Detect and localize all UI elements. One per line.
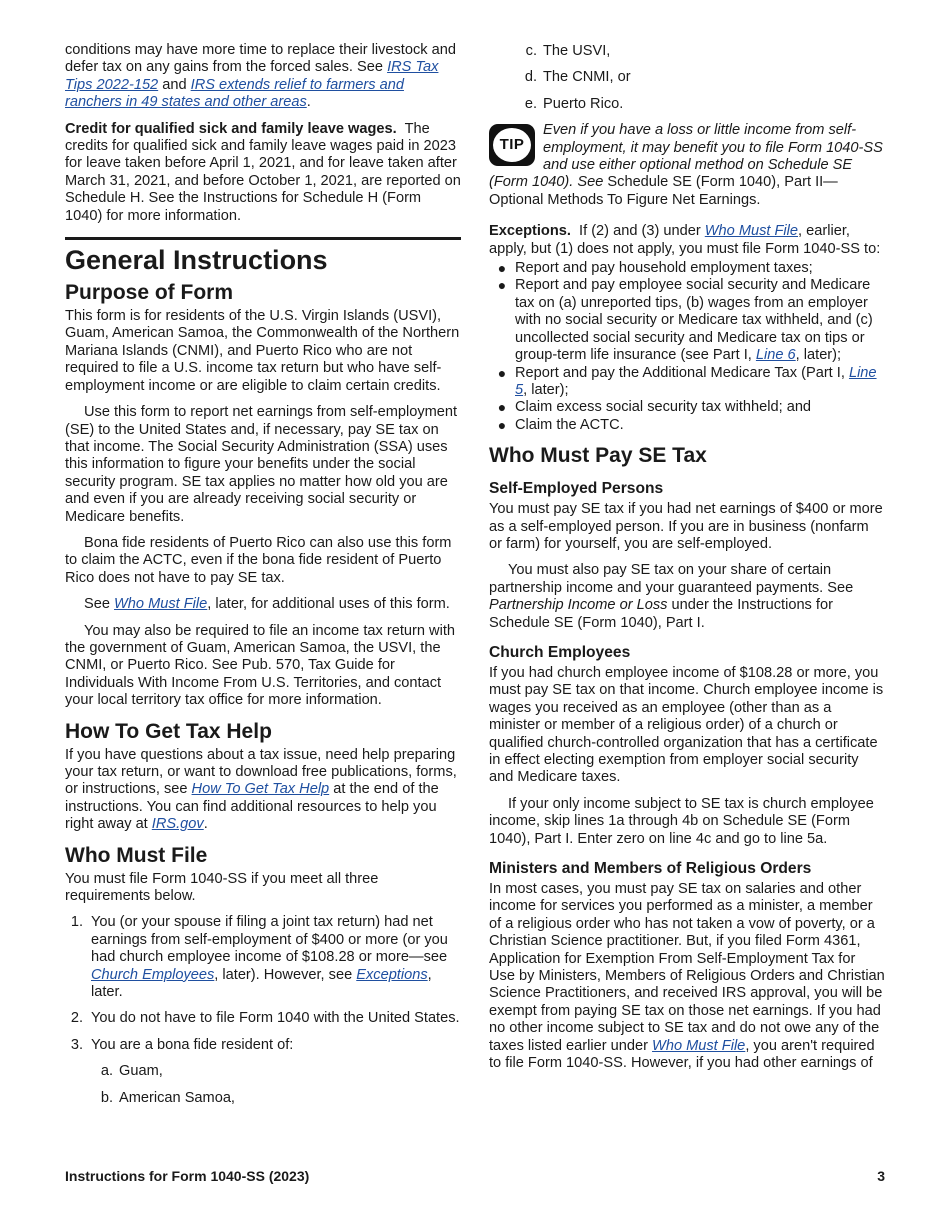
list-item: ● Report and pay the Additional Medicare Tax (Part I, Line 5, later); — [489, 365, 885, 400]
bullet-icon: ● — [497, 416, 507, 433]
list-item: e. Puerto Rico. — [524, 95, 624, 112]
territory-list — [82, 1063, 461, 1107]
who-must-file-link[interactable]: Who Must File — [652, 1037, 746, 1054]
territory-list-continued — [506, 43, 885, 113]
who-must-pay-heading: Who Must Pay SE Tax — [489, 444, 707, 468]
irs-tax-tips-link[interactable]: IRS Tax Tips 2022-152 — [65, 59, 439, 93]
church-employees-heading: Church Employees — [489, 643, 631, 661]
list-item: 2. You do not have to file Form 1040 with the United States. — [70, 1010, 460, 1027]
who-must-file-heading: Who Must File — [65, 843, 208, 867]
tip-box: TIP Even if you have a loss or little income from self-employment, it may benefit you to file Form 1040-SS and use either optional method on Schedule SE (Form 1040). See Schedule SE (Form 1040), Part II—Optional Methods To Figure Net Earnings. — [489, 122, 883, 208]
list-item: a. Guam, — [100, 1063, 163, 1080]
tax-help-paragraph: If you have questions about a tax issue, need help preparing your tax return, or want to download free publications, forms, or instructions, see How To Get Tax Help at the end of the instructions. You can find additional resources to help you right away at IRS.gov. — [65, 746, 457, 833]
purpose-paragraph-2: Use this form to report net earnings from self-employment (SE) to the United States and, if necessary, pay SE tax on that income. The Social Security Administration (SSA) uses this information to figure your benefits under the social security program. SE tax applies no matter how old you are and even if you are already receiving social security or Medicare benefits. — [65, 404, 458, 525]
exceptions-paragraph: Exceptions. If (2) and (3) under Who Must File, earlier, apply, but (1) does not apply, you must file Form 1040-SS to: — [489, 223, 881, 257]
list-item: 1. You (or your spouse if filing a joint tax return) had net earnings from self-employment of $400 or more (or you had church employee income of $108.28 or more—see Church Employees, later). However, see Exceptions, later. — [70, 914, 448, 1001]
exceptions-link[interactable]: Exceptions — [356, 966, 428, 983]
footer-title: Instructions for Form 1040-SS (2023) — [65, 1168, 310, 1184]
bullet-icon: ● — [497, 399, 507, 416]
irs-gov-link[interactable]: IRS.gov — [151, 816, 204, 833]
who-must-file-intro: You must file Form 1040-SS if you meet all three requirements below. — [65, 870, 379, 905]
church-paragraph-2: If your only income subject to SE tax is church employee income, skip lines 1a through 4b on Schedule SE (Form 1040), Part I. Enter zero on line 4c and go to line 5a. — [489, 795, 874, 847]
line-5-link[interactable]: Line 5 — [515, 364, 877, 398]
list-item: b. American Samoa, — [100, 1089, 235, 1106]
who-must-file-link[interactable]: Who Must File — [704, 223, 799, 240]
self-employed-heading: Self-Employed Persons — [489, 480, 664, 498]
church-employees-link[interactable]: Church Employees — [91, 966, 215, 983]
self-employed-paragraph-1: You must pay SE tax if you had net earnings of $400 or more as a self-employed person. If you are in business (nonfarm or farm) for yourself, you are self-employed. — [489, 501, 883, 552]
credit-paragraph: Credit for qualified sick and family leave wages. The credits for qualified sick and family leave wages paid in 2023 for leave taken before April 1, 2021, and for leave taken after March 31, 2021, and before October 1, 2021, are reported on Schedule H. See the Instructions for Schedule H (Form 1040) for more information. — [65, 120, 461, 224]
purpose-paragraph-1: This form is for residents of the U.S. Virgin Islands (USVI), Guam, American Samoa, the Commonwealth of the Northern Mariana Islands (CNMI), and Puerto Rico who are not required to file a U.S. income tax return but who have self-employment income or are eligible to claim certain credits. — [65, 308, 460, 394]
church-paragraph-1: If you had church employee income of $108.28 or more, you must pay SE tax on that income. Church employee income is wages you received as an employee (other than as a minister or member of a religious order) of a church or qualified church-controlled organization that has a certificate in effect electing exemption from employer social security and Medicare taxes. — [489, 664, 884, 786]
requirements-list — [65, 914, 461, 1054]
who-must-file-link[interactable]: Who Must File — [114, 596, 208, 613]
purpose-paragraph-5: You may also be required to file an income tax return with the government of Guam, American Samoa, the USVI, the CNMI, or Puerto Rico. See Pub. 570, Tax Guide for Individuals With Income From U.S. Territories, and contact your local territory tax office for more information. — [65, 622, 455, 709]
line-6-link[interactable]: Line 6 — [755, 347, 796, 364]
self-employed-paragraph-2: You must also pay SE tax on your share of certain partnership income and your guaranteed payments. See Partnership Income or Loss under the Instructions for Schedule SE (Form 1040), Part I. — [489, 562, 854, 631]
bullet-icon: ● — [497, 277, 507, 294]
list-item: c. The USVI, — [525, 43, 611, 59]
bullet-icon: ● — [497, 260, 507, 277]
ministers-heading: Ministers and Members of Religious Orders — [489, 860, 812, 878]
credit-heading: Credit for qualified sick and family leave wages. — [65, 120, 397, 137]
livestock-paragraph: conditions may have more time to replace their livestock and defer tax on any gains from the forced sales. See IRS Tax Tips 2022-152 and IRS extends relief to farmers and ranchers in 49 states and other areas. — [65, 42, 456, 111]
list-item: ● Report and pay household employment taxes; — [489, 260, 885, 277]
ministers-paragraph: In most cases, you must pay SE tax on salaries and other income for services you performed as a minister, a member of a religious order who has not taken a vow of poverty, or a Christian Science practitioner. But, if you filed Form 4361, Application for Exemption From Self-Employment Tax for Use by Ministers, Members of Religious Orders and Christian Science Practitioners, and received IRS approval, you will be exempt from paying SE tax on those net earnings. If you had no other income subject to SE tax and do not owe any of the taxes listed earlier under Who Must File, you aren't required to file Form 1040-SS. However, if you had other earnings of — [489, 881, 885, 1072]
left-column — [65, 42, 461, 1116]
list-item: ● Claim the ACTC. — [489, 417, 885, 434]
purpose-paragraph-4: See Who Must File, later, for additional uses of this form. — [84, 596, 450, 613]
exceptions-list — [489, 260, 885, 434]
tip-icon: TIP — [489, 124, 535, 166]
bullet-icon: ● — [497, 364, 507, 381]
page-number: 3 — [877, 1168, 885, 1184]
list-item: d. The CNMI, or — [524, 69, 631, 86]
right-column — [489, 42, 885, 1082]
list-item: ● Claim excess social security tax withheld; and — [489, 399, 885, 416]
list-item: ● Report and pay employee social security and Medicare tax on (a) unreported tips, (b) wages from an employer with no social security or Medicare tax withheld, and (c) uncollected social security and Medicare tax on tips or group-term life insurance (see Part I, Line 6, later); — [489, 277, 885, 364]
exceptions-heading: Exceptions. — [489, 223, 571, 240]
irs-extends-relief-link[interactable]: IRS extends relief to farmers and ranchers in 49 states and other areas — [65, 76, 404, 111]
tax-help-heading: How To Get Tax Help — [65, 719, 272, 743]
purpose-heading: Purpose of Form — [65, 281, 234, 305]
list-item: 3. You are a bona fide resident of: — [70, 1036, 294, 1053]
purpose-paragraph-3: Bona fide residents of Puerto Rico can also use this form to claim the ACTC, even if the bona fide resident of Puerto Rico does not have to pay SE tax. — [65, 534, 452, 586]
general-instructions-heading: General Instructions — [65, 245, 328, 276]
section-divider — [65, 237, 461, 240]
how-to-get-tax-help-link[interactable]: How To Get Tax Help — [191, 781, 330, 798]
